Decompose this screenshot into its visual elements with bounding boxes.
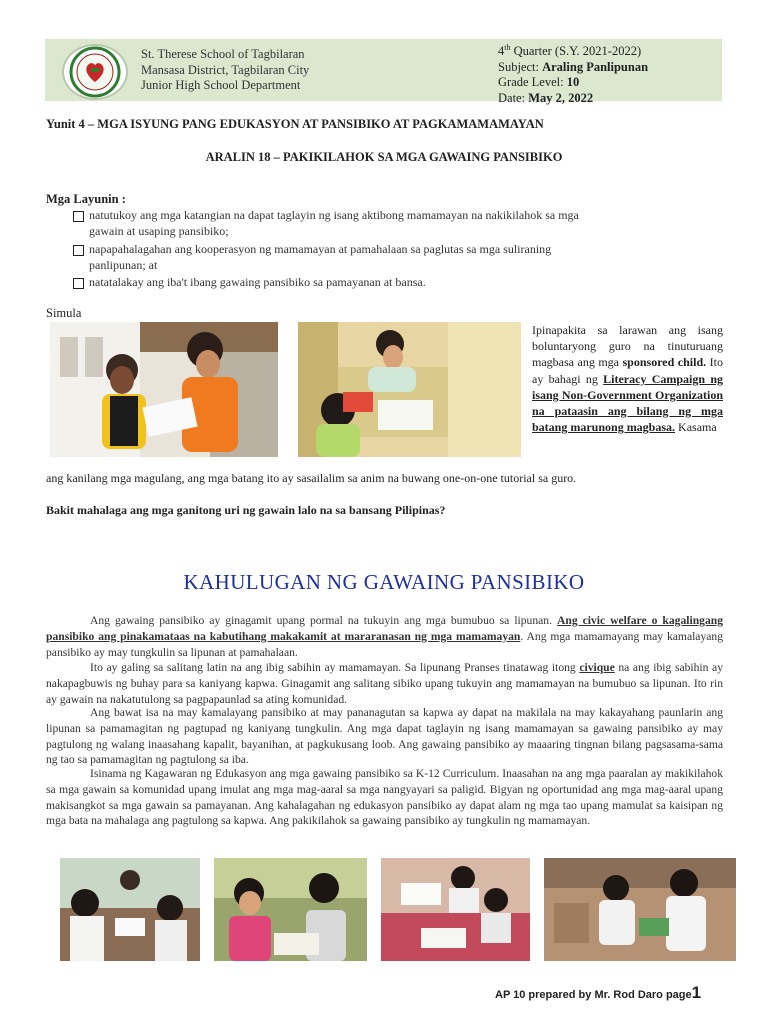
school-info xyxy=(141,47,309,94)
objective-text: natutukoy ang mga katangian na dapat taglayin ng isang aktibong mamamayan na nakikilahok sa mga xyxy=(89,208,579,222)
quarter-number: 4 xyxy=(498,44,505,59)
paragraph-2 xyxy=(46,660,723,707)
caption-part: Ipinapakita sa larawan ang isang boluntaryong guro na tinuturuang magbasa ang mga xyxy=(532,323,723,370)
quarter-line xyxy=(498,40,648,60)
paragraph-text: Isinama ng Kagawaran ng Edukasyon ang mga gawaing pansibiko sa K-12 Curriculum. Inaasahan na ang mga paaralan ay makikilahok sa mga gawain sa komunidad upang imulat ang mga mag-aaral sa mga nangyayari sa paligid. Bigyan ng oportunidad ang mga mag-aaral upang makisangkot sa mga gawain sa pamayanan. Ang kahalagahan ng edukasyon pansibiko ay dapat alam ng mga tao upang mamulat sa kaisipan ng mga bata na mahalaga ang pagtulong sa kapwa. Ang pakikilahok sa gawaing pansibiko ay tungkulin ng mamamayan. xyxy=(46,767,723,828)
subject-label: Subject: xyxy=(498,59,543,74)
grade-value: 10 xyxy=(566,75,580,90)
paragraph-text: Ito ay galing sa salitang latin na ang ibig sabihin ay mamamayan. Sa lipunang Pranses tinatawag itong xyxy=(90,661,580,674)
caption-continuation: ang kanilang mga magulang, ang mga batang ito ay sasailalim sa anim na buwang one-on-one tutorial sa guro. xyxy=(46,471,577,485)
photo-caption-text xyxy=(532,322,723,435)
paragraph-3 xyxy=(46,705,723,768)
checkbox-bullet-icon xyxy=(73,278,84,289)
objective-text: panlipunan; at xyxy=(89,257,158,272)
page-footer xyxy=(495,983,701,1003)
caption-part: Ito ay bahagi ng xyxy=(532,355,723,386)
unit-title: Yunit 4 – MGA ISYUNG PANG EDUKASYON AT PANSIBIKO AT PAGKAMAMAMAYAN xyxy=(46,117,544,131)
school-district: Mansasa District, Tagbilaran City xyxy=(141,62,310,77)
photo-classroom-3 xyxy=(381,858,530,961)
paragraph-1 xyxy=(46,613,723,660)
objectives-title: Mga Layunin : xyxy=(46,192,126,206)
subject-value: Araling Panlipunan xyxy=(542,59,649,74)
objective-text: napapahalagahan ang kooperasyon ng mamamayan at pamahalaan sa paglutas sa mga suliraning xyxy=(89,242,552,256)
date-value: May 2, 2022 xyxy=(528,90,594,105)
paragraph-underlined: Ang civic welfare o kagalingang pansibiko ang pinakamataas na kabutihang makakamit at mararanasan ng mga mamamayan xyxy=(46,614,723,643)
footer-text: AP 10 prepared by Mr. Rod Daro page xyxy=(495,989,692,1001)
school-name: St. Therese School of Tagbilaran xyxy=(141,47,305,61)
caption-part: Kasama xyxy=(675,420,717,435)
checkbox-bullet-icon xyxy=(73,245,84,256)
simula-label: Simula xyxy=(46,306,82,320)
grade-label: Grade Level: xyxy=(498,75,567,90)
objective-item-3 xyxy=(89,275,426,291)
photo-classroom-4 xyxy=(544,858,736,961)
date-line xyxy=(498,91,648,107)
caption-underlined: Literacy Campaign ng isang Non-Government Organization na pataasin ang bilang ng mga batang marunong magbasa. xyxy=(532,371,723,435)
date-label: Date: xyxy=(498,90,529,105)
caption-bold: sponsored child. xyxy=(622,355,707,370)
school-logo xyxy=(62,44,128,100)
subject-line xyxy=(498,60,648,76)
lesson-title: ARALIN 18 – PAKIKILAHOK SA MGA GAWAING PANSIBIKO xyxy=(205,150,563,164)
photo-child-reading xyxy=(298,322,521,457)
objective-item-1 xyxy=(89,208,579,239)
section-title: KAHULUGAN NG GAWAING PANSIBIKO xyxy=(183,570,585,594)
checkbox-bullet-icon xyxy=(73,211,84,222)
grade-line xyxy=(498,75,648,91)
paragraph-4 xyxy=(46,766,723,829)
photo-volunteer-teacher xyxy=(50,322,278,457)
lesson-meta xyxy=(498,40,648,106)
paragraph-underlined: civique xyxy=(579,661,615,674)
paragraph-text: . Ang mga mamamayang may kamalayang pansibiko ay may tungkulin sa lipunan at pamahalaan. xyxy=(46,629,723,659)
objective-item-2 xyxy=(89,242,551,273)
school-department: Junior High School Department xyxy=(141,78,301,92)
paragraph-text: Ang gawaing pansibiko ay ginagamit upang pormal na tukuyin ang mga bumubuo sa lipunan. xyxy=(90,614,557,627)
quarter-suffix: th xyxy=(504,43,511,52)
objective-text: gawain at usaping pansibiko; xyxy=(89,223,229,238)
paragraph-text: Ang bawat isa na may kamalayang pansibiko at may pananagutan sa kapwa ay dapat na makilala na may kakayahang paunlarin ang lipunan sa pamamagitan ng pagtupad ng kaniyang tungkulin. Ang mga dapat taglayin ng isang mamamayan sa gawaing pansibiko ay may pagtulong ng walang inaasahang kapalit, bayanihan, at pagkukusang loob. Ang gawaing pansibiko ay maaaring tingnan bilang pagsasama-sama ng tao sa pamamagitan ng pagtulong sa iba. xyxy=(46,706,723,767)
paragraph-text: na ang ibig sabihin ay nakapagbuwis ng buhay para sa kaniyang kapwa. Ginagamit ang salitang sibiko upang tukuyin ang mamamayan na bumubuo sa lipunan. Ito rin ay gawain na nakatutulong sa pagpapaunlad sa ating komunidad. xyxy=(46,661,723,706)
quarter-text: Quarter (S.Y. 2021-2022) xyxy=(510,44,642,59)
page-number: 1 xyxy=(691,983,702,1002)
photo-classroom-1 xyxy=(60,858,200,961)
photo-classroom-2 xyxy=(214,858,367,961)
guide-question: Bakit mahalaga ang mga ganitong uri ng gawain lalo na sa bansang Pilipinas? xyxy=(46,503,446,517)
objective-text: natatalakay ang iba't ibang gawaing pansibiko sa pamayanan at bansa. xyxy=(89,275,426,289)
